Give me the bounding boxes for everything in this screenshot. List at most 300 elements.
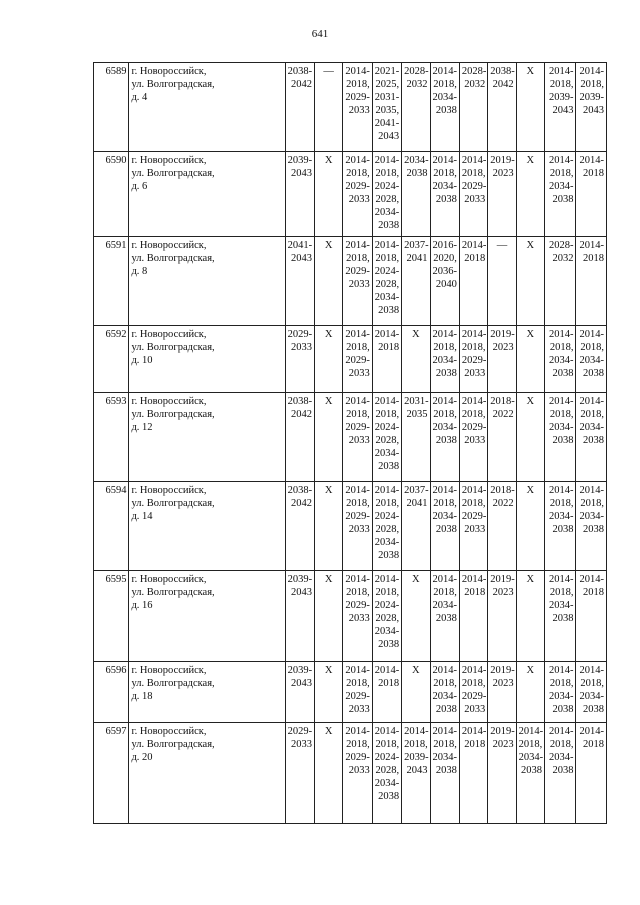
period-line: 2014- [461, 574, 487, 585]
period-line: 2018, [549, 409, 574, 420]
period-cell [314, 326, 342, 393]
period-cell [430, 326, 459, 393]
period-line: 2018, [461, 409, 486, 420]
period-line: 2021- [374, 66, 400, 77]
period-cell [459, 326, 487, 393]
table-row [94, 237, 607, 326]
period-line: 2014- [579, 726, 604, 737]
period-line: 2042 [290, 498, 312, 509]
period-cell [402, 63, 430, 152]
period-line: 2018, [518, 739, 543, 750]
period-line: 2033 [464, 368, 486, 379]
period-line: 2029- [345, 691, 370, 702]
address-line: ул. Волгоградская, [131, 409, 215, 420]
period-line: 2034- [432, 691, 458, 702]
address-line: ул. Волгоградская, [131, 587, 215, 598]
period-cell [343, 237, 372, 326]
period-line: X [412, 574, 420, 585]
period-line: X [526, 155, 535, 166]
period-line: 2043 [290, 587, 312, 598]
period-line: 2038 [378, 550, 400, 561]
period-line: 2023 [492, 739, 514, 750]
period-line: 2024- [374, 600, 400, 611]
period-cell [314, 152, 342, 237]
period-line: 2038 [552, 368, 574, 379]
period-line: 2033 [348, 704, 370, 715]
period-line: 2018, [461, 678, 486, 689]
address-line: д. 6 [131, 181, 148, 192]
period-line: 2033 [464, 194, 486, 205]
period-line: 2018, [433, 678, 457, 689]
period-line: 2022 [492, 409, 514, 420]
period-line: 2018, [375, 587, 400, 598]
period-line: 2033 [464, 704, 486, 715]
period-line: 2028, [375, 765, 400, 776]
address-line: д. 4 [131, 92, 148, 103]
period-line: 2014- [345, 155, 370, 166]
period-line: 2043 [290, 168, 312, 179]
row-number: 6595 [94, 571, 129, 662]
period-cell [430, 571, 459, 662]
period-cell [285, 723, 314, 824]
period-cell [459, 662, 487, 723]
period-cell [372, 662, 401, 723]
period-cell [545, 152, 576, 237]
period-line: 2018, [346, 587, 370, 598]
period-line: X [412, 329, 420, 340]
period-line: 2019- [490, 665, 515, 676]
period-cell [459, 482, 487, 571]
period-line: 2018, [433, 79, 457, 90]
period-cell [314, 662, 342, 723]
period-line: 2037- [404, 485, 429, 496]
period-line: 2014- [404, 726, 429, 737]
period-line: 2041- [374, 118, 400, 129]
period-line: 2014- [345, 726, 370, 737]
period-line: 2038 [552, 524, 574, 535]
period-line: 2018, [433, 739, 457, 750]
period-cell [343, 63, 372, 152]
period-line: 2038 [521, 765, 543, 776]
period-line: 2018, [433, 498, 457, 509]
period-line: 2034- [404, 155, 429, 166]
period-cell [402, 237, 430, 326]
period-cell [576, 152, 607, 237]
period-cell [285, 482, 314, 571]
period-line: 2033 [290, 739, 312, 750]
period-line: 2014- [345, 240, 370, 251]
period-line: 2029- [345, 422, 370, 433]
period-cell [459, 571, 487, 662]
address-cell [129, 571, 285, 662]
address-line: д. 10 [131, 355, 153, 366]
period-line: 2028, [375, 524, 400, 535]
period-line: 2038 [435, 765, 457, 776]
period-line: 2014- [461, 726, 487, 737]
period-line: 2039- [287, 665, 313, 676]
period-line: 2029- [345, 181, 370, 192]
period-line: 2018, [461, 168, 486, 179]
period-line: — [323, 66, 334, 77]
period-line: 2034- [548, 511, 574, 522]
period-line: 2018- [490, 485, 515, 496]
period-cell [516, 482, 544, 571]
period-line: 2034- [548, 422, 574, 433]
period-line: 2034- [374, 207, 400, 218]
period-line: 2034- [374, 626, 400, 637]
period-line: 2041 [406, 253, 428, 264]
address-line: д. 20 [131, 752, 153, 763]
period-cell [576, 662, 607, 723]
period-line: 2014- [432, 155, 458, 166]
row-number: 6593 [94, 393, 129, 482]
period-line: 2018, [461, 498, 486, 509]
period-line: 2018, [433, 168, 457, 179]
period-cell [314, 723, 342, 824]
period-line: 2040 [435, 279, 457, 290]
table-row [94, 482, 607, 571]
period-line: 2043 [406, 765, 428, 776]
address-cell [129, 662, 285, 723]
period-line: 2014- [345, 574, 370, 585]
period-line: 2041- [287, 240, 313, 251]
period-line: 2034- [374, 448, 400, 459]
period-line: 2018, [433, 342, 457, 353]
period-line: 2029- [345, 355, 370, 366]
period-line: 2029- [461, 355, 487, 366]
period-cell [516, 723, 544, 824]
period-cell [285, 326, 314, 393]
period-line: X [324, 396, 333, 407]
period-line: 2024- [374, 181, 400, 192]
period-line: 2033 [348, 105, 370, 116]
period-line: 2039- [548, 92, 574, 103]
period-cell [343, 482, 372, 571]
period-cell [430, 482, 459, 571]
period-line: 2038 [583, 704, 604, 715]
period-line: 2018, [346, 498, 370, 509]
period-cell [516, 237, 544, 326]
period-line: 2032 [552, 253, 574, 264]
period-cell [430, 662, 459, 723]
period-line: 2023 [492, 587, 514, 598]
period-line: 2018 [583, 253, 604, 264]
period-line: 2033 [348, 435, 370, 446]
period-line: 2014- [461, 240, 487, 251]
period-line: X [324, 485, 333, 496]
period-line: 2039- [404, 752, 429, 763]
period-line: 2014- [374, 155, 400, 166]
period-line: 2018, [549, 342, 574, 353]
period-line: — [496, 240, 508, 251]
period-line: 2014- [579, 485, 604, 496]
period-line: 2014- [461, 396, 487, 407]
period-line: 2018, [580, 678, 604, 689]
address-line: г. Новороссийск, [131, 665, 207, 676]
period-line: X [324, 329, 333, 340]
period-line: 2018 [583, 168, 604, 179]
period-line: 2032 [406, 79, 428, 90]
period-line: X [324, 574, 333, 585]
period-line: 2014- [548, 574, 574, 585]
period-line: 2042 [290, 79, 312, 90]
period-cell [343, 662, 372, 723]
period-line: 2020, [433, 253, 457, 264]
period-line: 2034- [518, 752, 544, 763]
period-line: 2033 [348, 613, 370, 624]
period-line: 2022 [492, 498, 514, 509]
period-line: 2028, [375, 613, 400, 624]
period-line: 2014- [579, 574, 604, 585]
period-line: 2034- [548, 752, 574, 763]
period-line: 2038- [287, 66, 313, 77]
table-row [94, 63, 607, 152]
period-line: 2032 [464, 79, 486, 90]
period-line: 2014- [432, 396, 458, 407]
period-line: 2014- [548, 726, 574, 737]
period-cell [285, 571, 314, 662]
period-line: X [526, 240, 535, 251]
table-row [94, 393, 607, 482]
period-cell [430, 237, 459, 326]
period-line: 2038 [435, 435, 457, 446]
period-line: X [526, 574, 535, 585]
address-cell [129, 152, 285, 237]
address-line: ул. Волгоградская, [131, 253, 215, 264]
period-line: 2034- [432, 181, 458, 192]
period-line: 2023 [492, 168, 514, 179]
period-line: 2016- [432, 240, 458, 251]
period-cell [285, 662, 314, 723]
period-line: X [324, 240, 333, 251]
period-line: 2018, [346, 79, 370, 90]
period-line: 2034- [432, 600, 458, 611]
address-line: ул. Волгоградская, [131, 678, 215, 689]
period-cell [343, 723, 372, 824]
period-cell [488, 571, 516, 662]
period-cell [314, 482, 342, 571]
period-line: X [526, 396, 535, 407]
period-line: 2019- [490, 155, 515, 166]
address-line: д. 18 [131, 691, 153, 702]
period-line: 2037- [404, 240, 429, 251]
period-line: 2034- [548, 181, 574, 192]
period-line: 2018, [549, 678, 574, 689]
period-cell [372, 571, 401, 662]
period-line: 2014- [374, 485, 400, 496]
period-line: 2034- [374, 778, 400, 789]
period-line: 2028- [404, 66, 429, 77]
address-line: д. 16 [131, 600, 153, 611]
period-line: 2033 [348, 368, 370, 379]
address-cell [129, 482, 285, 571]
period-line: 2043 [290, 678, 312, 689]
address-line: ул. Волгоградская, [131, 168, 215, 179]
period-cell [576, 393, 607, 482]
period-line: 2014- [432, 665, 458, 676]
period-line: 2018, [461, 342, 486, 353]
period-line: 2018, [580, 409, 604, 420]
period-line: 2038 [552, 765, 574, 776]
period-line: 2043 [552, 105, 574, 116]
period-line: 2041 [406, 498, 428, 509]
period-cell [488, 662, 516, 723]
address-line: ул. Волгоградская, [131, 342, 215, 353]
period-line: X [324, 726, 333, 737]
period-line: 2039- [287, 574, 313, 585]
period-cell [516, 571, 544, 662]
period-cell [343, 326, 372, 393]
period-line: 2033 [290, 342, 312, 353]
period-line: 2019- [490, 574, 515, 585]
period-line: 2028- [461, 66, 487, 77]
period-line: 2034- [432, 92, 458, 103]
period-line: 2018, [549, 739, 574, 750]
period-line: 2014- [345, 665, 370, 676]
period-line: 2018, [375, 498, 400, 509]
period-line: 2014- [579, 66, 604, 77]
period-cell [402, 393, 430, 482]
period-line: 2018, [549, 79, 574, 90]
period-line: 2028, [375, 194, 400, 205]
period-line: 2035 [406, 409, 428, 420]
period-cell [314, 393, 342, 482]
period-cell [545, 662, 576, 723]
period-cell [488, 326, 516, 393]
period-line: 2018, [549, 498, 574, 509]
period-line: 2034- [548, 691, 574, 702]
period-line: 2014- [345, 396, 370, 407]
period-cell [402, 152, 430, 237]
address-line: г. Новороссийск, [131, 329, 207, 340]
period-line: 2029- [287, 329, 313, 340]
period-line: 2039- [579, 92, 604, 103]
period-line: 2014- [548, 396, 574, 407]
period-line: 2018 [378, 678, 400, 689]
period-cell [576, 571, 607, 662]
period-cell [430, 393, 459, 482]
period-line: 2029- [287, 726, 313, 737]
period-line: 2014- [548, 329, 574, 340]
period-line: 2029- [461, 181, 487, 192]
address-line: г. Новороссийск, [131, 155, 207, 166]
address-line: д. 8 [131, 266, 148, 277]
address-cell [129, 63, 285, 152]
period-cell [314, 63, 342, 152]
period-line: X [526, 329, 535, 340]
period-line: 2025, [375, 79, 400, 90]
period-line: 2014- [374, 574, 400, 585]
period-line: 2034- [579, 511, 604, 522]
period-cell [285, 63, 314, 152]
period-line: 2034- [432, 422, 458, 433]
period-line: 2014- [374, 396, 400, 407]
row-number: 6594 [94, 482, 129, 571]
period-line: 2033 [348, 194, 370, 205]
period-cell [459, 723, 487, 824]
period-line: 2036- [432, 266, 458, 277]
period-cell [372, 237, 401, 326]
period-cell [488, 237, 516, 326]
period-line: 2029- [345, 600, 370, 611]
period-line: 2018, [433, 409, 457, 420]
address-line: г. Новороссийск, [131, 240, 207, 251]
period-line: 2031- [404, 396, 429, 407]
period-line: 2031- [374, 92, 400, 103]
period-cell [516, 326, 544, 393]
period-line: 2014- [345, 329, 370, 340]
period-cell [488, 723, 516, 824]
period-line: 2018, [375, 253, 400, 264]
period-line: 2034- [374, 292, 400, 303]
period-line: 2029- [345, 266, 370, 277]
period-line: 2014- [374, 240, 400, 251]
address-line: д. 14 [131, 511, 153, 522]
period-line: 2018 [583, 587, 604, 598]
period-line: X [324, 155, 333, 166]
period-line: 2014- [461, 665, 487, 676]
period-cell [545, 571, 576, 662]
period-line: 2029- [345, 752, 370, 763]
period-line: 2018 [583, 739, 604, 750]
period-line: 2018, [404, 739, 428, 750]
period-line: 2014- [374, 665, 400, 676]
period-line: 2034- [432, 752, 458, 763]
period-line: 2023 [492, 342, 514, 353]
period-line: 2034- [548, 355, 574, 366]
period-cell [372, 63, 401, 152]
period-line: 2038- [287, 485, 313, 496]
period-line: 2018, [433, 587, 457, 598]
period-line: 2038 [552, 613, 574, 624]
period-line: 2038 [406, 168, 428, 179]
period-line: X [412, 665, 420, 676]
period-line: 2018 [378, 342, 400, 353]
period-line: 2038 [378, 461, 400, 472]
period-cell [545, 393, 576, 482]
period-cell [372, 326, 401, 393]
period-line: 2033 [348, 279, 370, 290]
period-line: 2034- [432, 511, 458, 522]
period-line: 2014- [432, 574, 458, 585]
period-cell [402, 723, 430, 824]
period-line: 2014- [548, 155, 574, 166]
period-line: 2029- [345, 511, 370, 522]
period-line: 2023 [492, 678, 514, 689]
period-line: 2018 [464, 253, 486, 264]
period-cell [576, 237, 607, 326]
row-number: 6591 [94, 237, 129, 326]
period-line: 2034- [579, 355, 604, 366]
period-line: 2019- [490, 726, 515, 737]
period-cell [459, 152, 487, 237]
period-cell [576, 326, 607, 393]
period-line: 2034- [548, 600, 574, 611]
period-cell [285, 152, 314, 237]
period-line: 2014- [374, 726, 400, 737]
period-line: X [526, 665, 535, 676]
period-cell [372, 393, 401, 482]
period-cell [488, 482, 516, 571]
period-line: 2038 [583, 435, 604, 446]
period-line: 2018, [375, 739, 400, 750]
period-cell [430, 723, 459, 824]
period-cell [343, 393, 372, 482]
period-cell [343, 571, 372, 662]
period-line: 2018, [549, 587, 574, 598]
period-line: 2038 [552, 435, 574, 446]
row-number: 6597 [94, 723, 129, 824]
